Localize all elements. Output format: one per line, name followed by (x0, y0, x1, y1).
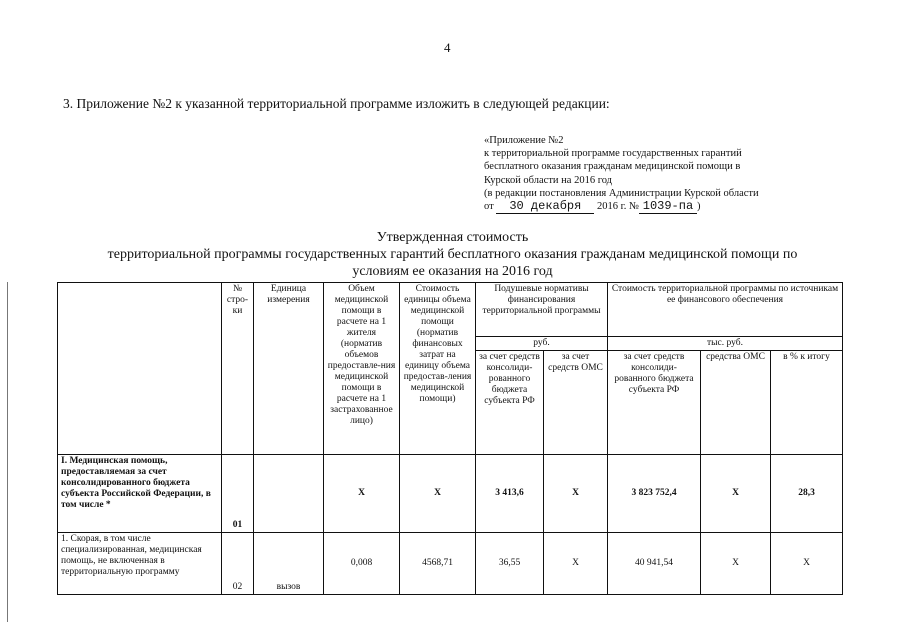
row-oms-rub: X (544, 533, 608, 595)
header-sub-oms-thousand: средства ОМС (701, 351, 771, 455)
header-rub: руб. (476, 337, 608, 351)
table-title-line2: территориальной программы государственных гарантий бесплатного оказания гражданам медицинской помощи по (107, 247, 798, 262)
appendix-line: (в редакции постановления Администрации Курской области (484, 187, 759, 199)
appendix-date-line (484, 200, 759, 214)
row-budget-thousand: 3 823 752,4 (608, 455, 701, 533)
header-unit: Единица измерения (254, 283, 324, 455)
header-program-cost: Стоимость территориальной программы по источникам ее финансового обеспечения (608, 283, 843, 337)
header-thousand-rub: тыс. руб. (608, 337, 843, 351)
appendix-line: бесплатного оказания гражданам медицинской помощи в (484, 161, 741, 173)
from-label: от (484, 201, 494, 213)
row-number: 01 (222, 455, 254, 533)
handwritten-date: 30 декабря (496, 200, 594, 214)
header-row (58, 283, 843, 337)
handwritten-number: 1039-па (639, 200, 697, 214)
close-paren: ) (696, 201, 701, 213)
appendix-header (484, 134, 759, 214)
table-title-line3: условиям ее оказания на 2016 год (352, 264, 553, 279)
cost-table (57, 282, 843, 595)
year-label: 2016 г. № (596, 201, 639, 213)
row-name: 1. Скорая, в том числе специализированная, медицинская помощь, не включенная в территориальную программу (58, 533, 222, 595)
header-sub-budget-thousand: за счет средств консолиди-рованного бюджета субъекта РФ (608, 351, 701, 455)
row-cost: X (400, 455, 476, 533)
header-sub-oms: за счет средств ОМС (544, 351, 608, 455)
row-name: I. Медицинская помощь, предоставляемая за счет консолидированного бюджета субъекта Российской Федерации, в том числе * (58, 455, 222, 533)
table-title-line1: Утвержденная стоимость (376, 230, 529, 245)
intro-paragraph: 3. Приложение №2 к указанной территориальной программе изложить в следующей редакции: (63, 96, 610, 111)
row-unit: вызов (254, 533, 324, 595)
page-number: 4 (444, 40, 451, 55)
row-volume: X (324, 455, 400, 533)
row-percent: 28,3 (771, 455, 843, 533)
header-sub-budget: за счет средств консолиди-рованного бюджета субъекта РФ (476, 351, 544, 455)
row-oms-thousand: X (701, 533, 771, 595)
table-row (58, 455, 843, 533)
row-number: 02 (222, 533, 254, 595)
appendix-line: к территориальной программе государственных гарантий (484, 148, 742, 160)
header-volume: Объем медицинской помощи в расчете на 1 жителя (норматив объемов предоставле-ния медицинской помощи в расчете на 1 застрахованное лицо) (324, 283, 400, 455)
header-unit-cost: Стоимость единицы объема медицинской помощи (норматив финансовых затрат на единицу объема предостав-ления медицинской помощи) (400, 283, 476, 455)
header-per-capita: Подушевые нормативы финансирования территориальной программы (476, 283, 608, 337)
header-empty-cell (58, 283, 222, 455)
row-volume: 0,008 (324, 533, 400, 595)
header-row-number: № стро-ки (222, 283, 254, 455)
row-cost: 4568,71 (400, 533, 476, 595)
table-row (58, 533, 843, 595)
header-sub-percent: в % к итогу (771, 351, 843, 455)
row-oms-thousand: X (701, 455, 771, 533)
row-budget-thousand: 40 941,54 (608, 533, 701, 595)
margin-rule (7, 282, 8, 622)
row-unit (254, 455, 324, 533)
row-oms-rub: X (544, 455, 608, 533)
appendix-line: «Приложение №2 (484, 135, 564, 146)
row-budget-rub: 3 413,6 (476, 455, 544, 533)
row-budget-rub: 36,55 (476, 533, 544, 595)
row-percent: X (771, 533, 843, 595)
appendix-line: Курской области на 2016 год (484, 174, 613, 186)
